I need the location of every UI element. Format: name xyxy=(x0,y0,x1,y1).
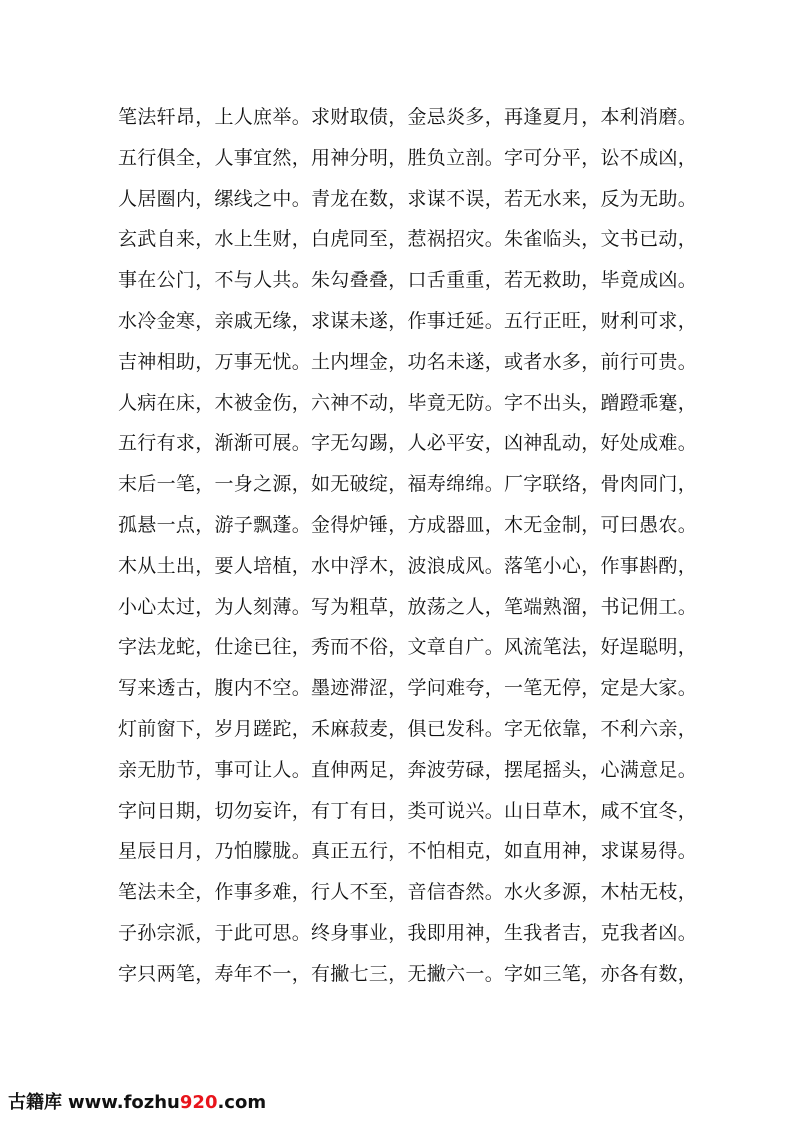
text-line: 笔法未全，作事多难，行人不至，音信杳然。水火多源，木枯无枝， xyxy=(118,881,698,904)
text-line: 字问日期，切勿妄许，有丁有日，类可说兴。山日草木，咸不宜冬， xyxy=(118,799,698,822)
footer-url-number: 920 xyxy=(179,1092,218,1113)
text-line: 子孙宗派，于此可思。终身事业，我即用神，生我者吉，克我者凶。 xyxy=(118,921,698,944)
text-line: 灯前窗下，岁月蹉跎，禾麻菽麦，俱已发科。字无依靠，不利六亲， xyxy=(118,717,698,740)
text-line: 星辰日月，乃怕朦胧。真正五行，不怕相克，如直用神，求谋易得。 xyxy=(118,840,698,863)
text-line: 写来透古，腹内不空。墨迹滞涩，学问难夸，一笔无停，定是大家。 xyxy=(118,677,698,700)
text-line: 末后一笔，一身之源，如无破绽，福寿绵绵。厂字联络，骨肉同门， xyxy=(118,473,698,496)
text-line: 笔法轩昂，上人庶举。求财取债，金忌炎多，再逢夏月，本利消磨。 xyxy=(118,106,698,128)
text-line: 孤悬一点，游子飘蓬。金得炉锤，方成器皿，木无金制，可曰愚农。 xyxy=(118,513,698,536)
text-line: 字只两笔，寿年不一，有撇七三，无撇六一。字如三笔，亦各有数， xyxy=(118,962,698,985)
text-line: 吉神相助，万事无忧。土内埋金，功名未遂，或者水多，前行可贵。 xyxy=(118,350,698,373)
text-line: 水冷金寒，亲戚无缘，求谋未遂，作事迁延。五行正旺，财利可求， xyxy=(118,309,698,332)
footer-url-prefix: www.fozhu xyxy=(68,1092,180,1113)
text-line: 字法龙蛇，仕途已往，秀而不俗，文章自广。风流笔法，好逞聪明， xyxy=(118,636,698,659)
footer-url-suffix: .com xyxy=(217,1092,267,1113)
footer-site-name: 古籍库 xyxy=(8,1092,62,1113)
text-line: 人病在床，木被金伤，六神不动，毕竟无防。字不出头，蹭蹬乖蹇， xyxy=(118,391,698,414)
text-block xyxy=(118,97,698,995)
text-line: 玄武自来，水上生财，白虎同至，惹祸招灾。朱雀临头，文书已动， xyxy=(118,228,698,251)
text-line: 小心太过，为人刻薄。写为粗草，放荡之人，笔端熟溜，书记佣工。 xyxy=(118,595,698,618)
footer-watermark xyxy=(8,1090,266,1116)
text-line: 事在公门，不与人共。朱勾叠叠，口舌重重，若无救助，毕竟成凶。 xyxy=(118,269,698,292)
text-line: 人居圈内，缧线之中。青龙在数，求谋不误，若无水来，反为无助。 xyxy=(118,187,698,210)
text-line: 五行有求，渐渐可展。字无勾踢，人必平安，凶神乱动，好处成难。 xyxy=(118,432,698,455)
text-line: 五行俱全，人事宜然，用神分明，胜负立剖。字可分平，讼不成凶， xyxy=(118,146,698,169)
text-line: 木从土出，要人培植，水中浮木，波浪成风。落笔小心，作事斟酌， xyxy=(118,554,698,577)
text-line: 亲无肋节，事可让人。直伸两足，奔波劳碌，摆尾摇头，心满意足。 xyxy=(118,758,698,781)
